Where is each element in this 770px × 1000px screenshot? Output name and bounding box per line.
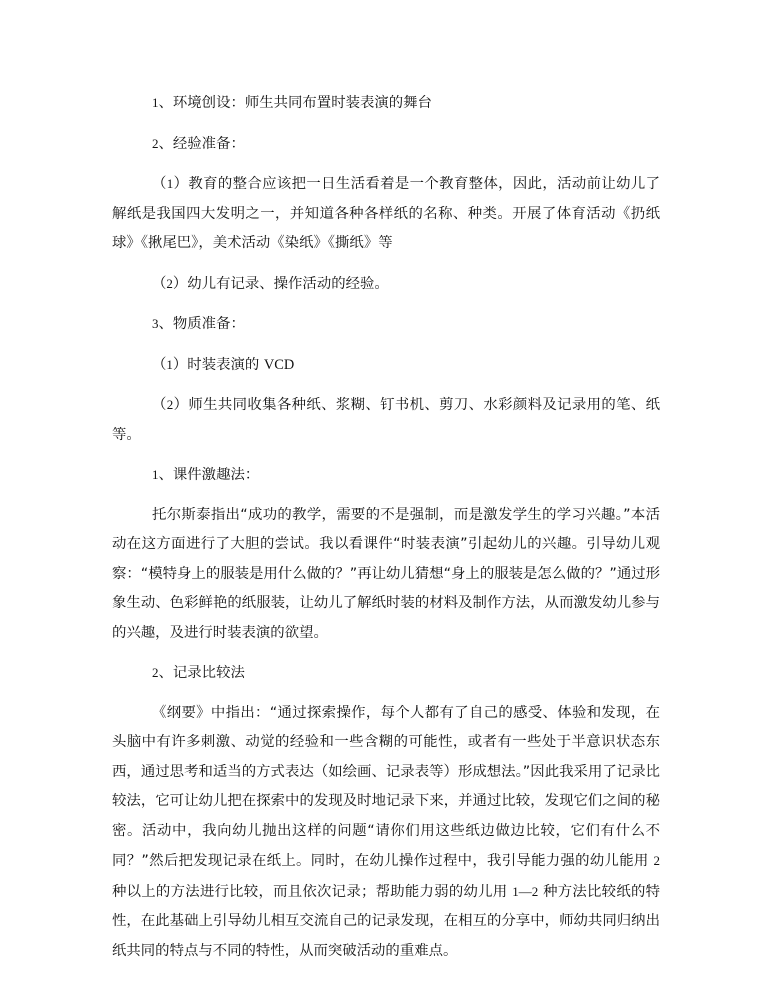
vcd-text: VCD xyxy=(263,356,295,373)
paren-open: （ xyxy=(152,176,167,192)
paragraph-material-1 xyxy=(112,350,660,381)
item-number: 2 xyxy=(166,397,174,412)
paragraph-record-method xyxy=(112,658,660,689)
paragraph-experience-prep xyxy=(112,129,660,160)
paragraph-text: 、课件激趣法： xyxy=(158,467,260,483)
paragraph-text: 、记录比较法 xyxy=(158,665,245,681)
paragraph-text: 、物质准备： xyxy=(158,316,245,332)
inline-number-range: 1—2 xyxy=(512,883,539,899)
paragraph-experience-2 xyxy=(112,269,660,300)
paragraph-text: 、经验准备： xyxy=(158,135,245,152)
paragraph-outline xyxy=(112,699,660,967)
paren-open: （ xyxy=(152,275,167,292)
paragraph-text: ）教育的整合应该把一日生活看着是一个教育整体，因此，活动前让幼儿了解纸是我国四大发明之一，并知道各种各样纸的名称、种类。开展了体育活动《扔纸球》《揪尾巴》，美术活动《染纸》《撕纸》等 xyxy=(112,176,660,251)
paragraph-text: 、环境创设：师生共同布置时装表演的舞台 xyxy=(158,95,432,111)
item-number: 3 xyxy=(152,316,159,331)
paragraph-text: ）时装表演的 xyxy=(172,356,264,373)
paren-open: （ xyxy=(152,356,167,373)
paragraph-material-2 xyxy=(112,390,660,450)
paragraph-tolstoy xyxy=(112,501,660,649)
paragraph-experience-1 xyxy=(112,169,660,259)
item-number: 1 xyxy=(152,467,159,482)
paragraph-text-2: 种以上的方法进行比较，而且依次记录；帮助能力弱的幼儿用 xyxy=(112,883,513,900)
inline-number: 2 xyxy=(653,853,660,868)
item-number: 2 xyxy=(166,275,173,291)
paragraph-text: 《纲要》中指出：“通过探索操作，每个人都有了自己的感受、体验和发现，在头脑中有许多刺激、动觉的经验和一些含糊的可能性，或者有一些处于半意识状态东西，通过思考和适当的方式表达（如绘画、记录表等）形成想法。”因此我采用了记录比较法，它可让幼儿把在探索中的发现及时地记录下来，并通过比较，发现它们之间的秘密。活动中，我向幼儿抛出这样的问题“请你们用这些纸边做边比较，它们有什么不同？”然后把发现记录在纸上。同时，在幼儿操作过程中，我引导能力强的幼儿能用 xyxy=(112,704,660,869)
paragraph-text: ）幼儿有记录、操作活动的经验。 xyxy=(172,275,389,292)
paragraph-text: 托尔斯泰指出“成功的教学，需要的不是强制，而是激发学生的学习兴趣。”本活动在这方面进行了大胆的尝试。我以看课件“时装表演”引起幼儿的兴趣。引导幼儿观察：“模特身上的服装是用什么做的？”再让幼儿猜想“身上的服装是怎么做的？”通过形象生动、色彩鲜艳的纸服装，让幼儿了解纸时装的材料及制作方法，从而激发幼儿参与的兴趣，及进行时装表演的欲望。 xyxy=(112,506,660,641)
item-number: 1 xyxy=(152,95,159,110)
item-number: 1 xyxy=(166,356,173,372)
item-number: 1 xyxy=(166,176,174,191)
paragraph-text: ）师生共同收集各种纸、浆糊、钉书机、剪刀、水彩颜料及记录用的笔、纸等。 xyxy=(112,397,660,443)
paragraph-text-3: 种方法比较纸的特性，在此基础上引导幼儿相互交流自己的记录发现，在相互的分享中，师幼共同归纳出纸共同的特点与不同的特性，从而突破活动的重难点。 xyxy=(112,883,661,959)
item-number: 2 xyxy=(152,665,159,680)
item-number: 2 xyxy=(152,135,159,151)
document-body xyxy=(112,88,660,976)
paragraph-courseware-method xyxy=(112,460,660,491)
paragraph-env-setup xyxy=(112,88,660,119)
paragraph-material-prep xyxy=(112,309,660,340)
paren-open: （ xyxy=(152,397,167,413)
